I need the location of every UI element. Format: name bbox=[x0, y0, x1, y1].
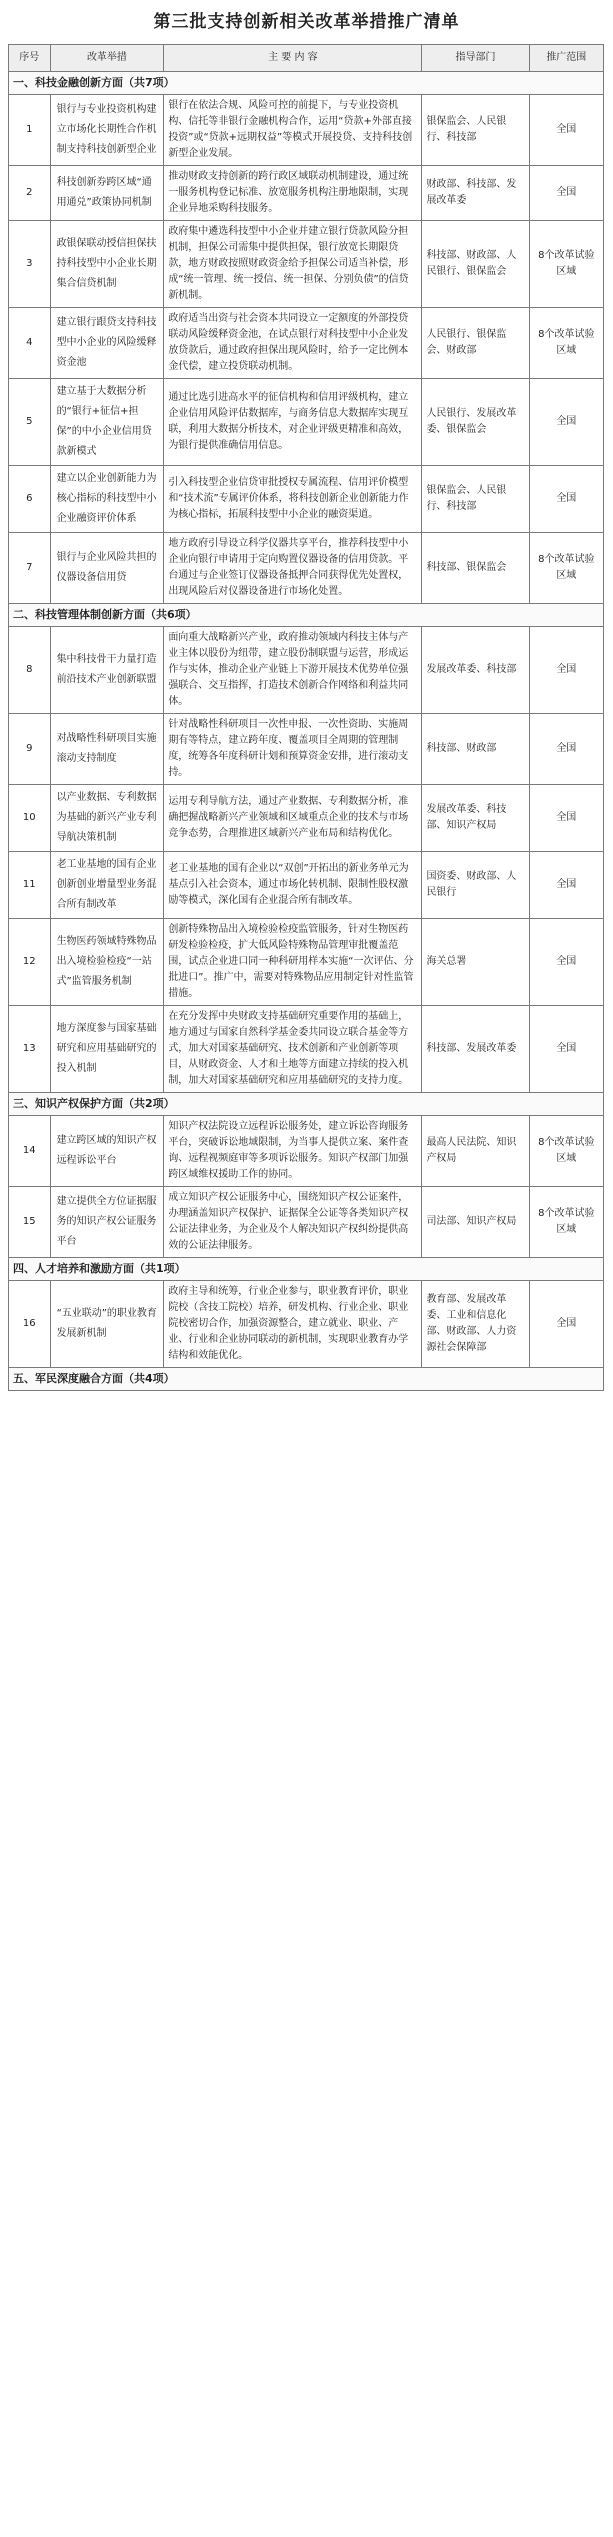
table-row bbox=[9, 221, 604, 308]
main-content: 成立知识产权公证服务中心，围绕知识产权公证案件，办理涵盖知识产权保护、证据保全公证等各类知识产权公证法律业务，为企业及个人解决知识产权纠纷提供高效的公证法律服务。 bbox=[164, 1187, 422, 1258]
promotion-scope: 全国 bbox=[529, 466, 603, 533]
guiding-department: 发展改革委、科技部 bbox=[422, 627, 529, 714]
main-content: 政府主导和统筹，行业企业参与，职业教育评价，职业院校（含技工院校）培养，研发机构、行业企业、职业院校密切合作，加强资源整合，建立就业、职业、产业、行业和企业协同联动的新机制，实现职业教育办学结构和效能优化。 bbox=[164, 1281, 422, 1368]
guiding-department: 人民银行、发展改革委、银保监会 bbox=[422, 379, 529, 466]
promotion-scope: 全国 bbox=[529, 714, 603, 785]
header-no: 序号 bbox=[9, 45, 51, 72]
header-measure: 改革举措 bbox=[50, 45, 164, 72]
promotion-scope: 全国 bbox=[529, 627, 603, 714]
reform-measure: 建立以企业创新能力为核心指标的科技型中小企业融资评价体系 bbox=[50, 466, 164, 533]
table-row bbox=[9, 466, 604, 533]
guiding-department: 国资委、财政部、人民银行 bbox=[422, 852, 529, 919]
reform-measure: 生物医药领域特殊物品出入境检验检疫“一站式”监管服务机制 bbox=[50, 919, 164, 1006]
table-row bbox=[9, 1116, 604, 1187]
promotion-scope: 8个改革试验区域 bbox=[529, 1116, 603, 1187]
reform-measure: 地方深度参与国家基础研究和应用基础研究的投入机制 bbox=[50, 1006, 164, 1093]
table-row bbox=[9, 1281, 604, 1368]
row-number: 12 bbox=[9, 919, 51, 1006]
promotion-scope: 全国 bbox=[529, 785, 603, 852]
section-title: 三、知识产权保护方面（共2项） bbox=[9, 1093, 604, 1116]
main-content: 银行在依法合规、风险可控的前提下，与专业投资机构、信托等非银行金融机构合作，运用“贷款+外部直接投资”或“贷款+远期权益”等模式开展投贷、支持科技创新型企业发展。 bbox=[164, 95, 422, 166]
table-row bbox=[9, 1187, 604, 1258]
guiding-department: 财政部、科技部、发展改革委 bbox=[422, 166, 529, 221]
table-body bbox=[9, 72, 604, 1391]
table-row bbox=[9, 627, 604, 714]
reform-measure: 集中科技骨干力量打造前沿技术产业创新联盟 bbox=[50, 627, 164, 714]
section-title: 一、科技金融创新方面（共7项） bbox=[9, 72, 604, 95]
row-number: 5 bbox=[9, 379, 51, 466]
table-row bbox=[9, 95, 604, 166]
section-row bbox=[9, 72, 604, 95]
row-number: 3 bbox=[9, 221, 51, 308]
main-content: 创新特殊物品出入境检验检疫监管服务，针对生物医药研发检验检疫，扩大低风险特殊物品管理审批覆盖范围，试点企业进口同一种科研用样本实施“一次评估、分批进口”。推广中，需要对特殊物品应用制定针对性监管措施。 bbox=[164, 919, 422, 1006]
guiding-department: 教育部、发展改革委、工业和信息化部、财政部、人力资源社会保障部 bbox=[422, 1281, 529, 1368]
row-number: 15 bbox=[9, 1187, 51, 1258]
reform-measure: 以产业数据、专利数据为基础的新兴产业专利导航决策机制 bbox=[50, 785, 164, 852]
row-number: 14 bbox=[9, 1116, 51, 1187]
table-row bbox=[9, 533, 604, 604]
main-content: 在充分发挥中央财政支持基础研究重要作用的基础上，地方通过与国家自然科学基金委共同设立联合基金等方式，加大对国家基础研究、技术创新和产业创新等项目，从财政资金、人才和土地等方面建立持续的投入机制，加大对国家基础研究和应用基础研究的支持力度。 bbox=[164, 1006, 422, 1093]
main-content: 知识产权法院设立远程诉讼服务处，建立诉讼咨询服务平台，突破诉讼地域限制，为当事人提供立案、案件查询、远程视频庭审等多项诉讼服务。知识产权部门加强跨区域维权援助工作的协同。 bbox=[164, 1116, 422, 1187]
table-row bbox=[9, 379, 604, 466]
promotion-scope: 全国 bbox=[529, 95, 603, 166]
table-row bbox=[9, 785, 604, 852]
row-number: 8 bbox=[9, 627, 51, 714]
header-scope: 推广范围 bbox=[529, 45, 603, 72]
section-title: 四、人才培养和激励方面（共1项） bbox=[9, 1258, 604, 1281]
row-number: 7 bbox=[9, 533, 51, 604]
row-number: 9 bbox=[9, 714, 51, 785]
reform-measure: 银行与企业风险共担的仪器设备信用贷 bbox=[50, 533, 164, 604]
section-row bbox=[9, 604, 604, 627]
promotion-scope: 全国 bbox=[529, 852, 603, 919]
row-number: 1 bbox=[9, 95, 51, 166]
header-dept: 指导部门 bbox=[422, 45, 529, 72]
reform-measure: 建立提供全方位证据服务的知识产权公证服务平台 bbox=[50, 1187, 164, 1258]
guiding-department: 人民银行、银保监会、财政部 bbox=[422, 308, 529, 379]
reform-measure: 建立基于大数据分析的“银行+征信+担保”的中小企业信用贷款新模式 bbox=[50, 379, 164, 466]
table-row bbox=[9, 1006, 604, 1093]
reform-measure: 政银保联动授信担保扶持科技型中小企业长期集合信贷机制 bbox=[50, 221, 164, 308]
reform-measure: 对战略性科研项目实施滚动支持制度 bbox=[50, 714, 164, 785]
promotion-scope: 全国 bbox=[529, 919, 603, 1006]
reform-measure: 建立跨区域的知识产权远程诉讼平台 bbox=[50, 1116, 164, 1187]
main-content: 通过比选引进高水平的征信机构和信用评级机构，建立企业信用风险评估数据库，与商务信息大数据库实现互联，利用大数据分析技术，对企业评级更精准和高效，为银行提供准确信用信息。 bbox=[164, 379, 422, 466]
promotion-scope: 全国 bbox=[529, 1006, 603, 1093]
guiding-department: 科技部、财政部、人民银行、银保监会 bbox=[422, 221, 529, 308]
main-content: 运用专利导航方法，通过产业数据、专利数据分析，准确把握战略新兴产业领域和区域重点企业的技术与市场竞争态势，合理推进区域新兴产业布局和结构优化。 bbox=[164, 785, 422, 852]
main-content: 政府集中遴选科技型中小企业并建立银行贷款风险分担机制，担保公司需集中提供担保，银行放宽长期限贷款，地方财政按照财政资金给予担保公司适当补偿，形成“统一管理、统一授信、统一担保、分别负债”的信贷新机制。 bbox=[164, 221, 422, 308]
table-row bbox=[9, 166, 604, 221]
reform-measure: 银行与专业投资机构建立市场化长期性合作机制支持科技创新型企业 bbox=[50, 95, 164, 166]
section-row bbox=[9, 1258, 604, 1281]
promotion-scope: 全国 bbox=[529, 1281, 603, 1368]
reform-measures-table bbox=[8, 44, 604, 1391]
main-content: 地方政府引导设立科学仪器共享平台，推荐科技型中小企业向银行申请用于定向购置仪器设备的信用贷款。平台通过与企业签订仪器设备抵押合同获得优先处置权，出现风险后对仪器设备进行市场化处置。 bbox=[164, 533, 422, 604]
guiding-department: 银保监会、人民银行、科技部 bbox=[422, 95, 529, 166]
row-number: 10 bbox=[9, 785, 51, 852]
main-content: 老工业基地的国有企业以“双创”开拓出的新业务单元为基点引入社会资本，通过市场化转机制、限制性股权激励等模式，深化国有企业混合所有制改革。 bbox=[164, 852, 422, 919]
section-row bbox=[9, 1093, 604, 1116]
guiding-department: 银保监会、人民银行、科技部 bbox=[422, 466, 529, 533]
section-row bbox=[9, 1368, 604, 1391]
guiding-department: 司法部、知识产权局 bbox=[422, 1187, 529, 1258]
guiding-department: 科技部、银保监会 bbox=[422, 533, 529, 604]
guiding-department: 发展改革委、科技部、知识产权局 bbox=[422, 785, 529, 852]
guiding-department: 海关总署 bbox=[422, 919, 529, 1006]
section-title: 五、军民深度融合方面（共4项） bbox=[9, 1368, 604, 1391]
main-content: 针对战略性科研项目一次性申报、一次性资助、实施周期有等特点，建立跨年度、覆盖项目全周期的管理制度，统筹各年度科研计划和预算资金安排，进行滚动支持。 bbox=[164, 714, 422, 785]
main-content: 政府适当出资与社会资本共同设立一定额度的外部投贷联动风险缓释资金池，在试点银行对科技型中小企业发放贷款后，通过政府担保出现风险时，给予一定比例本金代偿，建立投贷联动机制。 bbox=[164, 308, 422, 379]
table-row bbox=[9, 852, 604, 919]
main-content: 引入科技型企业信贷审批授权专属流程、信用评价模型和“技术流”专属评价体系，将科技创新企业创新能力作为核心指标，拓展科技型中小企业的融资渠道。 bbox=[164, 466, 422, 533]
reform-measure: 老工业基地的国有企业创新创业增量型业务混合所有制改革 bbox=[50, 852, 164, 919]
row-number: 6 bbox=[9, 466, 51, 533]
row-number: 4 bbox=[9, 308, 51, 379]
main-content: 推动财政支持创新的跨行政区域联动机制建设，通过统一服务机构登记标准、放宽服务机构注册地限制，实现企业异地采购科技服务。 bbox=[164, 166, 422, 221]
guiding-department: 科技部、发展改革委 bbox=[422, 1006, 529, 1093]
reform-measure: “五业联动”的职业教育发展新机制 bbox=[50, 1281, 164, 1368]
row-number: 11 bbox=[9, 852, 51, 919]
document-title: 第三批支持创新相关改革举措推广清单 bbox=[153, 12, 460, 32]
row-number: 13 bbox=[9, 1006, 51, 1093]
promotion-scope: 8个改革试验区域 bbox=[529, 1187, 603, 1258]
table-row bbox=[9, 308, 604, 379]
table-header-row bbox=[9, 45, 604, 72]
promotion-scope: 全国 bbox=[529, 166, 603, 221]
header-content: 主 要 内 容 bbox=[164, 45, 422, 72]
promotion-scope: 8个改革试验区域 bbox=[529, 221, 603, 308]
promotion-scope: 8个改革试验区域 bbox=[529, 533, 603, 604]
reform-measure: 建立银行跟贷支持科技型中小企业的风险缓释资金池 bbox=[50, 308, 164, 379]
reform-measure: 科技创新券跨区域“通用通兑”政策协同机制 bbox=[50, 166, 164, 221]
row-number: 2 bbox=[9, 166, 51, 221]
table-row bbox=[9, 714, 604, 785]
table-row bbox=[9, 919, 604, 1006]
main-content: 面向重大战略新兴产业，政府推动领域内科技主体与产业主体以股份为纽带，建立股份制联盟与运营，形成运作与实体，推动企业产业链上下游开展技术优势单位强强联合、交互指挥，打造技术创新合作网络和利益共同体。 bbox=[164, 627, 422, 714]
guiding-department: 最高人民法院、知识产权局 bbox=[422, 1116, 529, 1187]
promotion-scope: 8个改革试验区域 bbox=[529, 308, 603, 379]
promotion-scope: 全国 bbox=[529, 379, 603, 466]
guiding-department: 科技部、财政部 bbox=[422, 714, 529, 785]
row-number: 16 bbox=[9, 1281, 51, 1368]
section-title: 二、科技管理体制创新方面（共6项） bbox=[9, 604, 604, 627]
